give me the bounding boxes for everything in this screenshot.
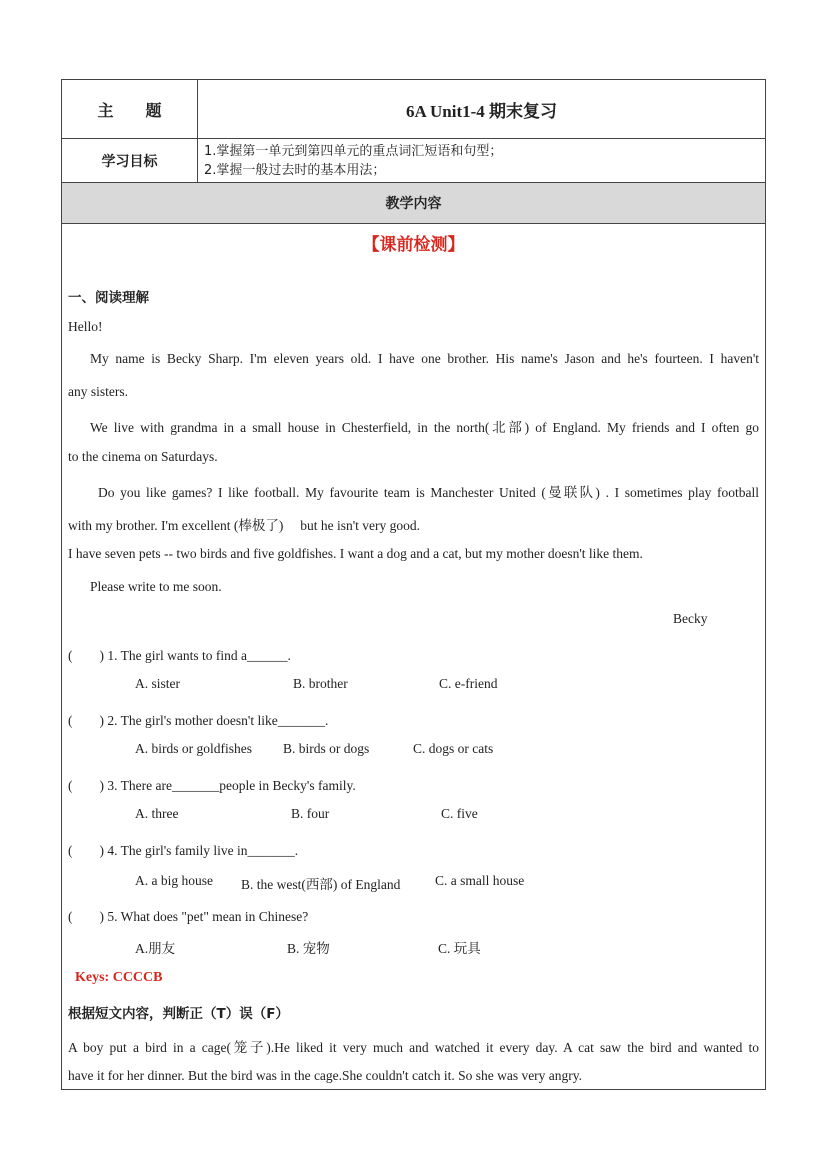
question-stem: ( ) 1. The girl wants to find a______. — [68, 648, 291, 663]
question-option: A. a big house — [135, 873, 213, 888]
question-stem: ( ) 3. There are_______people in Becky's family. — [68, 778, 356, 793]
goal-label: 学习目标 — [62, 139, 198, 182]
check-title: 【课前检测】 — [362, 235, 465, 255]
question-stem: ( ) 5. What does "pet" mean in Chinese? — [68, 909, 309, 924]
question-option: B. 宠物 — [287, 941, 330, 956]
question-option: A. birds or goldfishes — [135, 741, 252, 756]
reading-heading: 一、阅读理解 — [68, 290, 149, 306]
question-option: B. four — [291, 806, 330, 821]
goal-list — [198, 139, 765, 182]
question-option: C. a small house — [435, 873, 525, 888]
topic-value: 6A Unit1-4 期末复习 — [405, 101, 558, 121]
question-option: B. the west(西部) of England — [241, 877, 401, 892]
letter-p5: Please write to me soon. — [90, 579, 222, 594]
letter-p1-line2: any sisters. — [68, 384, 128, 399]
tf-passage-line2: have it for her dinner. But the bird was in the cage.She couldn't catch it. So she was very angry. — [68, 1068, 583, 1083]
question-option: C. e-friend — [439, 676, 498, 691]
topic-label: 主 题 — [62, 80, 198, 138]
letter-greeting: Hello! — [68, 319, 103, 334]
topic-value-cell — [198, 80, 765, 138]
tf-heading: 根据短文内容，判断正（T）误（F） — [68, 1006, 289, 1022]
worksheet-table — [61, 79, 766, 1090]
question-option: A. three — [135, 806, 179, 821]
question-stem: ( ) 2. The girl's mother doesn't like_______. — [68, 713, 329, 728]
question-option: B. birds or dogs — [283, 741, 370, 756]
goal-item: 1.掌握第一单元到第四单元的重点词汇短语和句型； — [204, 144, 503, 159]
question-option: A.朋友 — [135, 941, 176, 956]
question-option: B. brother — [293, 676, 348, 691]
goal-item: 2.掌握一般过去时的基本用法； — [204, 163, 386, 178]
question-option: C. 玩具 — [438, 941, 481, 956]
goal-row — [62, 139, 765, 183]
tf-passage-line1: A boy put a bird in a cage(笼子).He liked it very much and watched it every day. A cat saw the bird and wanted to — [68, 1040, 759, 1055]
question-option: A. sister — [135, 676, 180, 691]
letter-p2-line1: We live with grandma in a small house in Chesterfield, in the north(北部) of England. My friends and I often go — [90, 420, 759, 435]
letter-p3-line1: Do you like games? I like football. My favourite team is Manchester United (曼联队) . I sometimes play football — [98, 485, 759, 500]
section-row — [62, 183, 765, 224]
topic-row — [62, 80, 765, 139]
question-option: C. dogs or cats — [413, 741, 494, 756]
letter-signature: Becky — [673, 611, 708, 626]
question-option: C. five — [441, 806, 478, 821]
letter-p1-line1: My name is Becky Sharp. I'm eleven years old. I have one brother. His name's Jason and he's fourteen. I haven't — [90, 351, 759, 366]
section-title: 教学内容 — [385, 196, 442, 212]
letter-p4: I have seven pets -- two birds and five goldfishes. I want a dog and a cat, but my mother doesn't like them. — [68, 546, 643, 561]
answer-keys: Keys: CCCCB — [75, 970, 163, 985]
question-stem: ( ) 4. The girl's family live in_______. — [68, 843, 299, 858]
letter-p3-line2: with my brother. I'm excellent (棒极了) but he isn't very good. — [68, 518, 421, 533]
letter-p2-line2: to the cinema on Saturdays. — [68, 449, 218, 464]
